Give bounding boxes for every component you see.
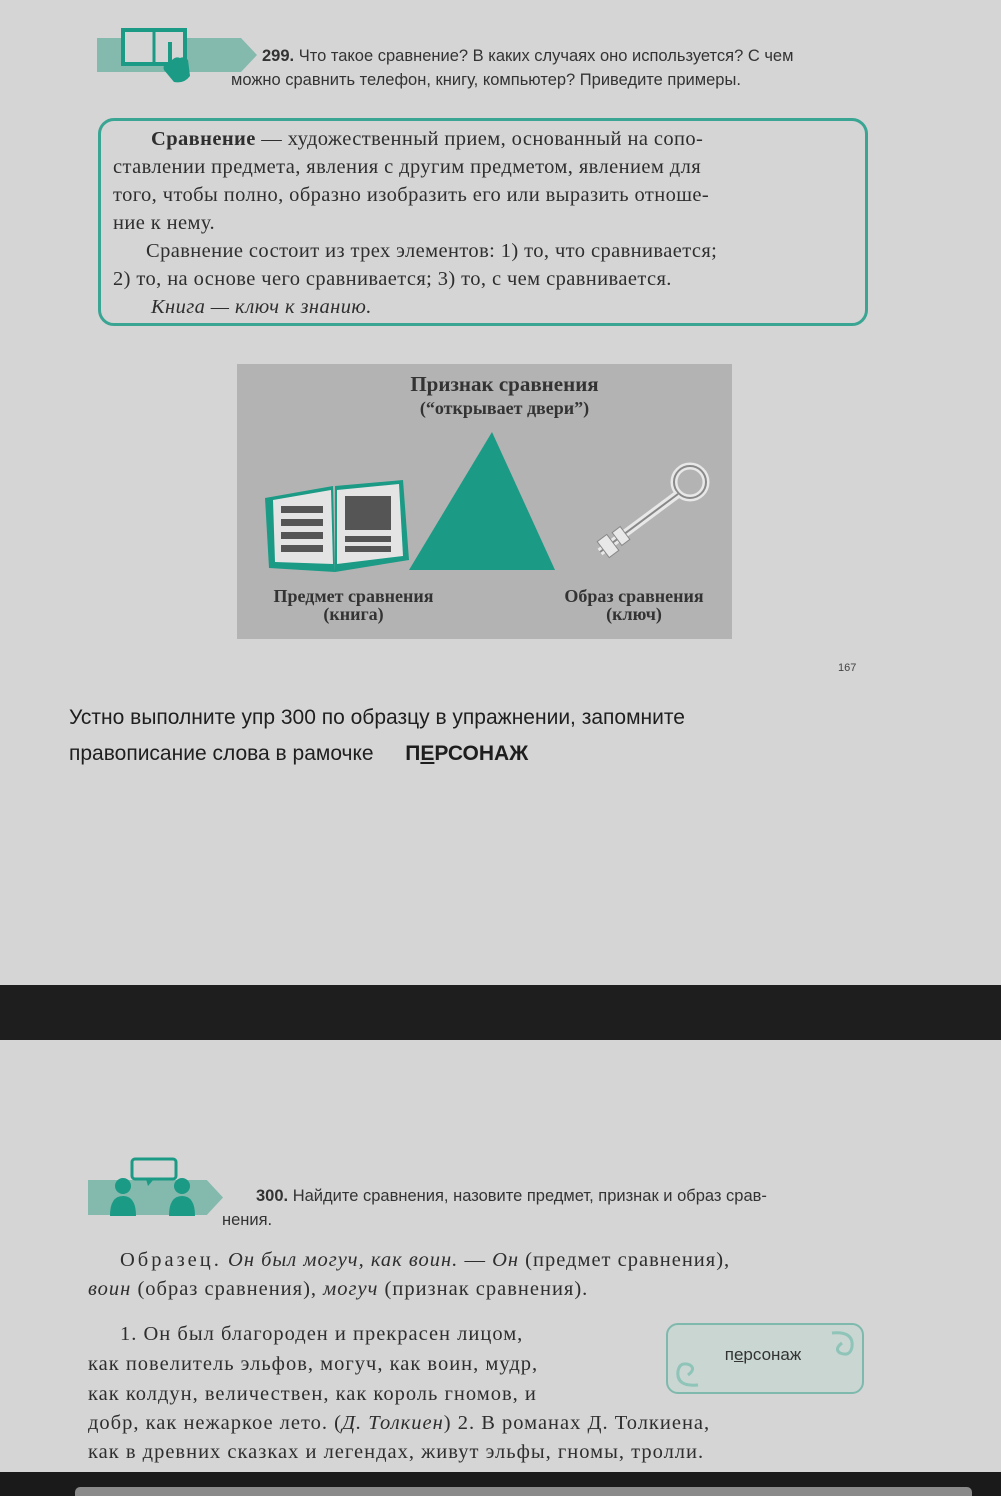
vocabulary-word-box xyxy=(666,1323,864,1394)
diagram-left-title: Предмет сравнения xyxy=(273,586,434,606)
assignment-note-line2-text: правописание слова в рамочке xyxy=(69,742,374,765)
exercise-299-number: 299. xyxy=(262,47,295,65)
diagram-right-title: Образ сравнения xyxy=(564,586,704,606)
exercise-299-line2: можно сравнить телефон, книгу, компьютер? Приведите примеры. xyxy=(231,71,741,89)
dialogue-people-icon xyxy=(106,1156,201,1218)
diagram-top-sub: (“открывает двери”) xyxy=(419,398,590,418)
assignment-note xyxy=(69,700,685,772)
assignment-note-line1: Устно выполните упр 300 по образцу в упражнении, запомните xyxy=(69,706,685,729)
definition-line-6: 2) то, на основе чего сравнивается; 3) то, с чем сравнивается. xyxy=(113,268,672,290)
exercise-300-line1: Найдите сравнения, назовите предмет, признак и образ срав- xyxy=(292,1187,767,1205)
horizontal-scrollbar[interactable] xyxy=(75,1487,972,1496)
definition-line-3: того, чтобы полно, образно изобразить его или выразить отноше- xyxy=(113,184,710,206)
text-line-3: как колдун, величествен, как король гномов, и xyxy=(88,1383,537,1405)
key-icon xyxy=(582,456,722,566)
text-author: Д. Толкиен xyxy=(342,1412,444,1434)
vocabulary-word: персонаж xyxy=(724,1345,802,1364)
exercise-299-text xyxy=(262,44,793,68)
definition-term: Сравнение xyxy=(151,128,256,150)
diagram-top-title: Признак сравнения xyxy=(410,372,599,396)
text-line-5: как в древних сказках и легендах, живут эльфы, гномы, тролли. xyxy=(88,1441,705,1463)
sample-label: Образец. xyxy=(120,1249,222,1271)
assignment-note-line2 xyxy=(69,736,685,772)
comparison-diagram xyxy=(237,364,732,639)
textbook-page-bottom xyxy=(0,1040,1001,1472)
definition-line-5: Сравнение состоит из трех элементов: 1) то, что сравнивается; xyxy=(146,240,718,262)
highlight-word-stressed-letter: Е xyxy=(420,742,435,765)
open-book-icon xyxy=(263,476,413,576)
sample-sentence: Он был могуч, как воин. xyxy=(228,1249,459,1271)
book-hand-icon xyxy=(118,20,208,86)
sample-line-1: Образец. Он был могуч, как воин. — Он (предмет сравнения), xyxy=(120,1249,731,1271)
text-line-2: как повелитель эльфов, могуч, как воин, мудр, xyxy=(88,1353,539,1375)
exercise-300-text xyxy=(256,1184,767,1208)
page-number: 167 xyxy=(838,662,857,674)
text-line-4: добр, как нежаркое лето. (Д. Толкиен) 2. В романах Д. Толкиена, xyxy=(88,1412,711,1434)
definition-line-4: ние к нему. xyxy=(113,212,216,234)
vocabulary-word-stressed-letter: е xyxy=(733,1345,744,1364)
definition-line-2: ставлении предмета, явления с другим предметом, явлением для xyxy=(113,156,702,178)
definition-line-1-rest: — художественный прием, основанный на сопо- xyxy=(255,128,704,150)
diagram-right-sub: (ключ) xyxy=(606,604,662,624)
definition-example: Книга — ключ к знанию. xyxy=(151,296,372,318)
diagram-triangle xyxy=(407,430,557,574)
page-separator xyxy=(0,985,1001,1040)
exercise-300-line2: нения. xyxy=(222,1211,273,1229)
exercise-300-number: 300. xyxy=(256,1187,289,1205)
highlight-word: ПЕРСОНАЖ xyxy=(405,742,529,765)
diagram-left-sub: (книга) xyxy=(323,604,384,624)
sample-line-2: воин (образ сравнения), могуч (признак сравнения). xyxy=(88,1278,589,1300)
exercise-299-line1: Что такое сравнение? В каких случаях оно используется? С чем xyxy=(298,47,794,65)
text-line-1: 1. Он был благороден и прекрасен лицом, xyxy=(120,1323,524,1345)
definition-line-1 xyxy=(151,128,703,151)
